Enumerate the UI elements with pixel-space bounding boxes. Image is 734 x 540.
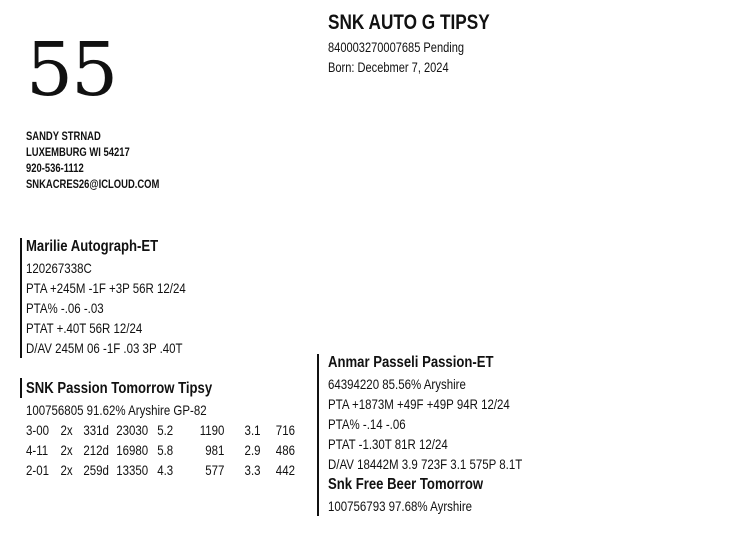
lactation-cell: 2.9: [244, 442, 261, 458]
granddam-name: Snk Free Beer Tomorrow: [328, 476, 484, 493]
lactation-cell: 3.1: [244, 422, 261, 438]
sire-dam-name: SNK Passion Tomorrow Tipsy: [26, 380, 213, 397]
lactation-cell: 5.2: [157, 422, 174, 438]
lactation-cell: 259d: [83, 462, 109, 478]
pedigree-bar-dam: [20, 238, 22, 358]
lactation-cell: 1190: [199, 422, 225, 438]
dam-name: Marilie Autograph-ET: [26, 238, 159, 255]
lactation-row: [26, 460, 300, 480]
owner-city: LUXEMBURG WI 54217: [26, 147, 130, 159]
lactation-cell: 486: [275, 442, 295, 458]
owner-email: SNKACRES26@ICLOUD.COM: [26, 179, 160, 191]
lactation-cell: 23030: [116, 422, 149, 438]
grandsire-name: Anmar Passeli Passion-ET: [328, 354, 494, 371]
owner-name: SANDY STRNAD: [26, 131, 101, 143]
grandsire-line: PTA +1873M +49F +49P 94R 12/24: [328, 396, 510, 412]
lot-number: 55: [26, 27, 117, 113]
lactation-cell: 13350: [116, 462, 149, 478]
lactation-cell: 4.3: [157, 462, 174, 478]
grandsire-line: PTA% -.14 -.06: [328, 416, 406, 432]
granddam-block: [328, 474, 483, 516]
grandsire-line: PTAT -1.30T 81R 12/24: [328, 436, 448, 452]
lactation-table: [26, 420, 300, 480]
animal-details: [328, 38, 464, 78]
lactation-cell: 2x: [60, 442, 73, 458]
lactation-cell: 331d: [83, 422, 109, 438]
lactation-cell: 3-00: [26, 422, 49, 438]
granddam-id: 100756793 97.68% Ayrshire: [328, 498, 473, 514]
lactation-row: [26, 440, 300, 460]
lactation-row: [26, 420, 300, 440]
lactation-cell: 5.8: [157, 442, 174, 458]
owner-block: [26, 129, 159, 193]
sire-dam-block: [26, 378, 300, 480]
lactation-cell: 2x: [60, 462, 73, 478]
lactation-cell: 16980: [116, 442, 149, 458]
grandsire-line: 64394220 85.56% Aryshire: [328, 376, 466, 392]
lactation-cell: 577: [205, 462, 225, 478]
lactation-cell: 442: [275, 462, 295, 478]
pedigree-bar-sire-dam: [20, 378, 22, 398]
animal-born: Born: Decebmer 7, 2024: [328, 60, 449, 75]
dam-block: [26, 236, 186, 358]
dam-line: PTAT +.40T 56R 12/24: [26, 320, 143, 336]
dam-line: PTA +245M -1F +3P 56R 12/24: [26, 280, 186, 296]
lactation-cell: 716: [275, 422, 295, 438]
lactation-cell: 2x: [60, 422, 73, 438]
lactation-cell: 981: [205, 442, 225, 458]
dam-line: 120267338C: [26, 260, 92, 276]
lactation-cell: 2-01: [26, 462, 49, 478]
sire-dam-id: 100756805 91.62% Aryshire GP-82: [26, 402, 207, 418]
animal-name: SNK AUTO G TIPSY: [328, 11, 490, 34]
animal-id-status: 840003270007685 Pending: [328, 40, 465, 55]
lactation-cell: 4-11: [26, 442, 49, 458]
pedigree-bar-grandsire: [317, 354, 319, 516]
dam-line: PTA% -.06 -.03: [26, 300, 104, 316]
lactation-cell: 3.3: [244, 462, 261, 478]
grandsire-block: [328, 352, 522, 474]
dam-line: D/AV 245M 06 -1F .03 3P .40T: [26, 340, 183, 356]
grandsire-line: D/AV 18442M 3.9 723F 3.1 575P 8.1T: [328, 456, 523, 472]
lactation-cell: 212d: [83, 442, 109, 458]
owner-phone: 920-536-1112: [26, 163, 84, 175]
